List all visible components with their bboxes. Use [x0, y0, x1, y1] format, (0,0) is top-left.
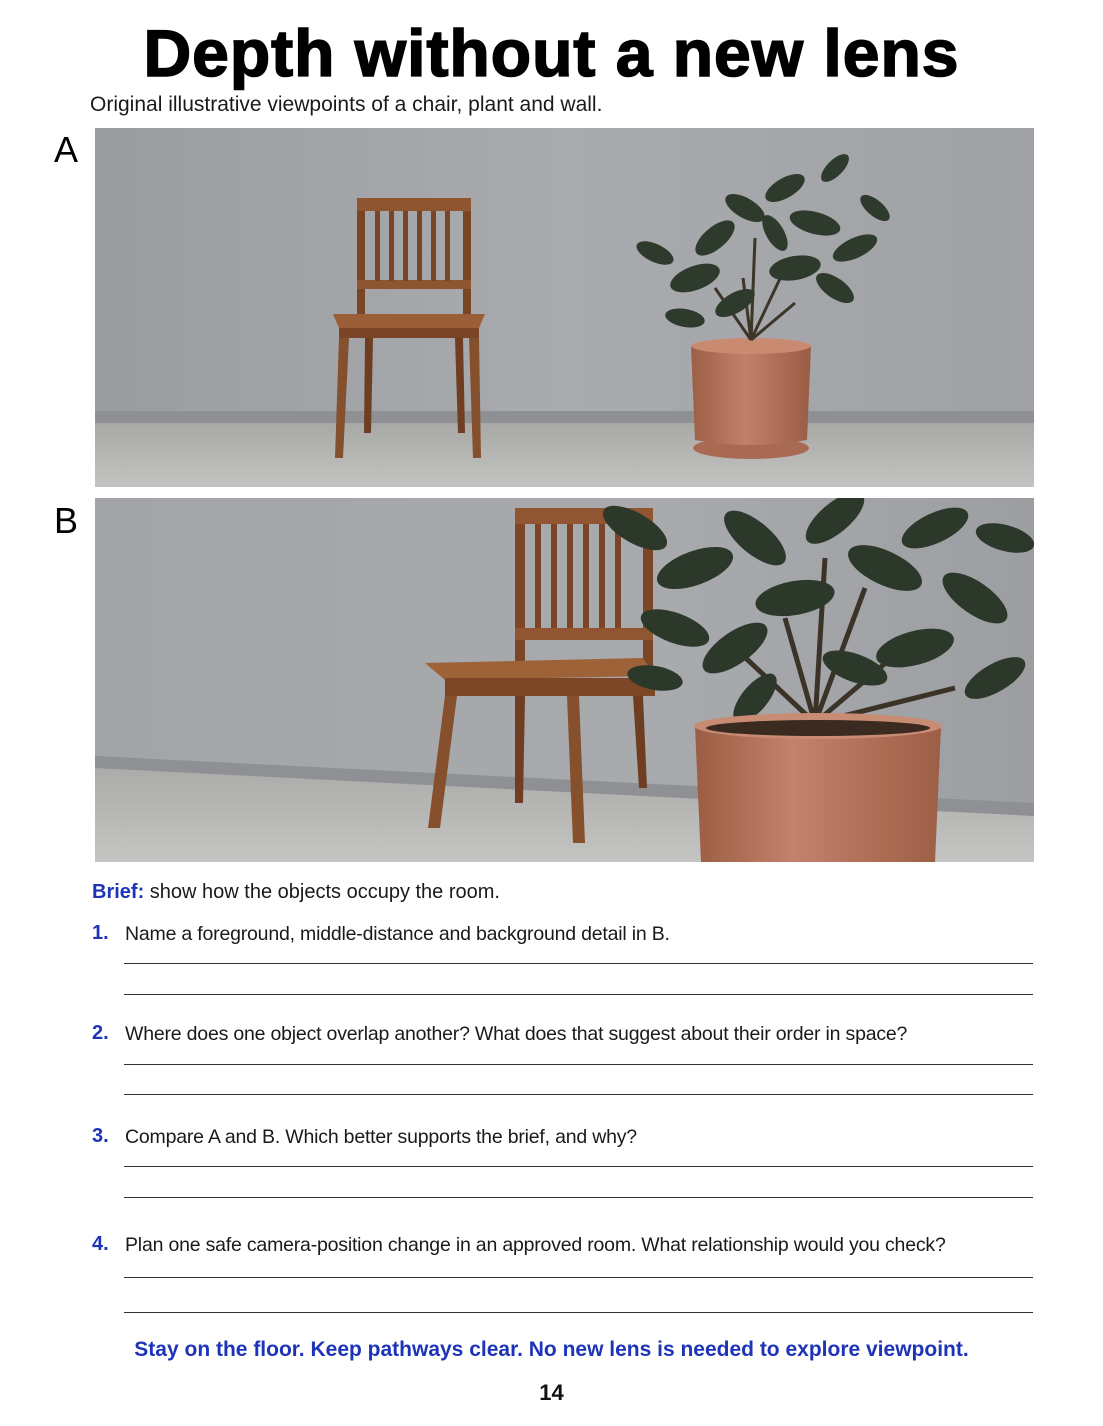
question-text-4: Plan one safe camera-position change in an approved room. What relationship would you check?	[125, 1234, 946, 1256]
brief-label: Brief:	[92, 881, 145, 903]
safety-footer: Stay on the floor. Keep pathways clear. No new lens is needed to explore viewpoint.	[134, 1338, 969, 1361]
brief	[92, 879, 500, 905]
question-number-4: 4.	[92, 1233, 109, 1255]
brief-text: show how the objects occupy the room.	[144, 881, 500, 903]
question-text-1: Name a foreground, middle-distance and background detail in B.	[125, 923, 670, 945]
answer-line[interactable]	[124, 1277, 1033, 1278]
question-text-3: Compare A and B. Which better supports the brief, and why?	[125, 1126, 637, 1148]
answer-line[interactable]	[124, 1094, 1033, 1095]
answer-line[interactable]	[124, 994, 1033, 995]
panel-label-b: B	[54, 500, 79, 541]
panel-label-a: A	[54, 129, 79, 170]
photo-viewpoint-a	[95, 128, 1034, 487]
answer-line[interactable]	[124, 963, 1033, 964]
answer-line[interactable]	[124, 1166, 1033, 1167]
page-subtitle: Original illustrative viewpoints of a chair, plant and wall.	[90, 93, 603, 116]
answer-line[interactable]	[124, 1312, 1033, 1313]
question-text-2: Where does one object overlap another? What does that suggest about their order in space?	[125, 1023, 908, 1045]
answer-line[interactable]	[124, 1197, 1033, 1198]
page-title: Depth without a new lens	[143, 16, 960, 90]
question-number-1: 1.	[92, 922, 109, 944]
question-number-2: 2.	[92, 1022, 109, 1044]
page-number: 14	[539, 1380, 564, 1405]
photo-viewpoint-b	[95, 498, 1034, 862]
answer-line[interactable]	[124, 1064, 1033, 1065]
question-number-3: 3.	[92, 1125, 109, 1147]
